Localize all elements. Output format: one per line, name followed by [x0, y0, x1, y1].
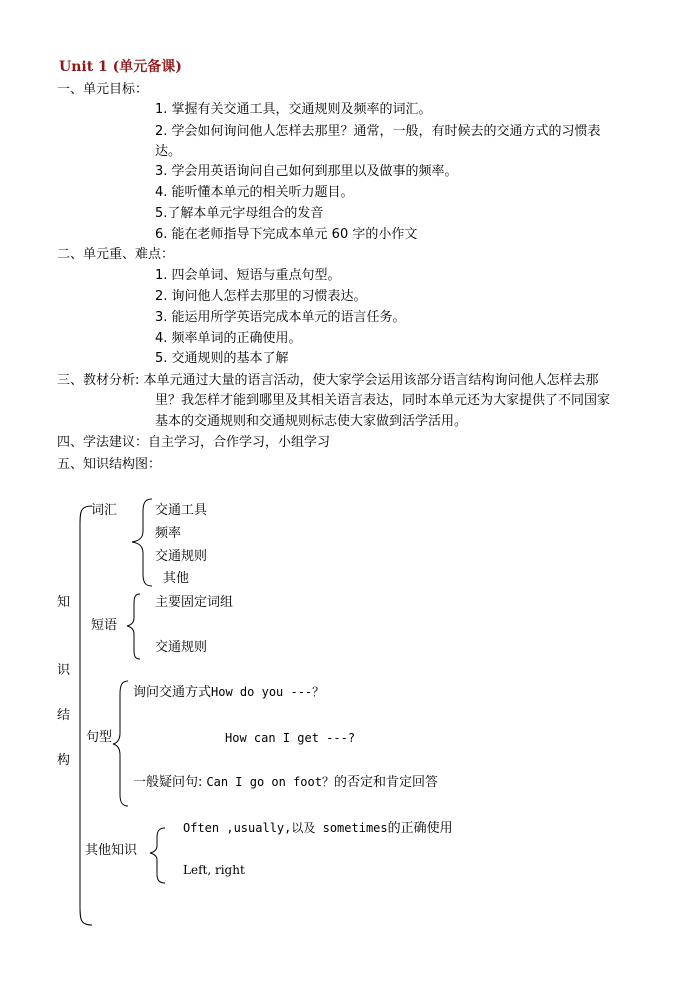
- sentence-line-2: How can I get ---?: [225, 731, 356, 745]
- section-3-line: 基本的交通规则和交通规则标志使大家做到活学活用。: [155, 414, 468, 429]
- root-char: 结: [57, 708, 71, 723]
- vocab-item: 其他: [163, 571, 190, 586]
- other-brace: [150, 828, 165, 883]
- sentence-line-3: [133, 774, 438, 791]
- other-label: 其他知识: [85, 843, 138, 858]
- section-1-item: 6. 能在老师指导下完成本单元 60 字的小作文: [155, 227, 418, 242]
- sentence-line-1-en: How do you ---？: [211, 685, 325, 699]
- sentence-label: 句型: [86, 730, 113, 745]
- other-line-1-en: Often ,usually,以及 sometimes: [183, 821, 388, 835]
- sentence-line-3-tail: 的否定和肯定回答: [334, 775, 439, 790]
- section-2-item: 1. 四会单词、短语与重点句型。: [155, 268, 341, 283]
- other-line-1: [183, 820, 453, 837]
- section-2-heading: 二、单元重、难点：: [57, 247, 175, 262]
- vocab-label: 词汇: [91, 503, 118, 518]
- vocab-brace: [132, 499, 152, 586]
- sentence-line-1-cn: 询问交通方式: [133, 685, 212, 700]
- sentence-line-3-cn: 一般疑问句:: [133, 775, 203, 790]
- other-line-2: Left, right: [183, 863, 245, 877]
- sentence-brace: [113, 681, 128, 806]
- phrase-item: 主要固定词组: [155, 595, 234, 610]
- section-1-item: 达。: [155, 144, 182, 159]
- section-3-line: 三、教材分析: 本单元通过大量的语言活动，使大家学会运用该部分语言结构询问他人怎样去那: [57, 373, 599, 388]
- section-3-line: 里？我怎样才能到哪里及其相关语言表达，同时本单元还为大家提供了不同国家: [155, 393, 611, 408]
- vocab-item: 频率: [155, 526, 182, 541]
- root-char: 识: [57, 663, 71, 678]
- other-line-1-tail: 的正确使用: [387, 821, 453, 836]
- section-2-item: 4. 频率单词的正确使用。: [155, 331, 302, 346]
- root-brace: [80, 506, 92, 925]
- phrase-item: 交通规则: [155, 640, 208, 655]
- section-5-heading: 五、知识结构图：: [57, 457, 162, 472]
- section-1-item: 1. 掌握有关交通工具，交通规则及频率的词汇。: [155, 102, 432, 117]
- phrase-label: 短语: [91, 618, 118, 633]
- vocab-item: 交通规则: [155, 549, 208, 564]
- root-char: 知: [57, 595, 71, 610]
- section-1-heading: 一、单元目标：: [57, 82, 149, 97]
- section-2-item: 2. 询问他人怎样去那里的习惯表达。: [155, 289, 367, 304]
- sentence-line-1: [133, 684, 324, 701]
- section-2-item: 3. 能运用所学英语完成本单元的语言任务。: [155, 310, 406, 325]
- page-title: Unit 1 (单元备课): [59, 59, 182, 75]
- section-4-line: 四、学法建议：自主学习，合作学习，小组学习: [57, 435, 331, 450]
- sentence-line-3-en: Can I go on foot？: [206, 775, 334, 789]
- vocab-item: 交通工具: [155, 503, 208, 518]
- section-1-item: 2. 学会如何询问他人怎样去那里？通常，一般，有时候去的交通方式的习惯表: [155, 124, 601, 139]
- section-1-item: 5.了解本单元字母组合的发音: [155, 206, 324, 221]
- section-1-item: 4. 能听懂本单元的相关听力题目。: [155, 185, 354, 200]
- phrase-brace: [127, 594, 140, 659]
- section-2-item: 5. 交通规则的基本了解: [155, 351, 289, 366]
- root-char: 构: [57, 753, 71, 768]
- section-1-item: 3. 学会用英语询问自己如何到那里以及做事的频率。: [155, 164, 458, 179]
